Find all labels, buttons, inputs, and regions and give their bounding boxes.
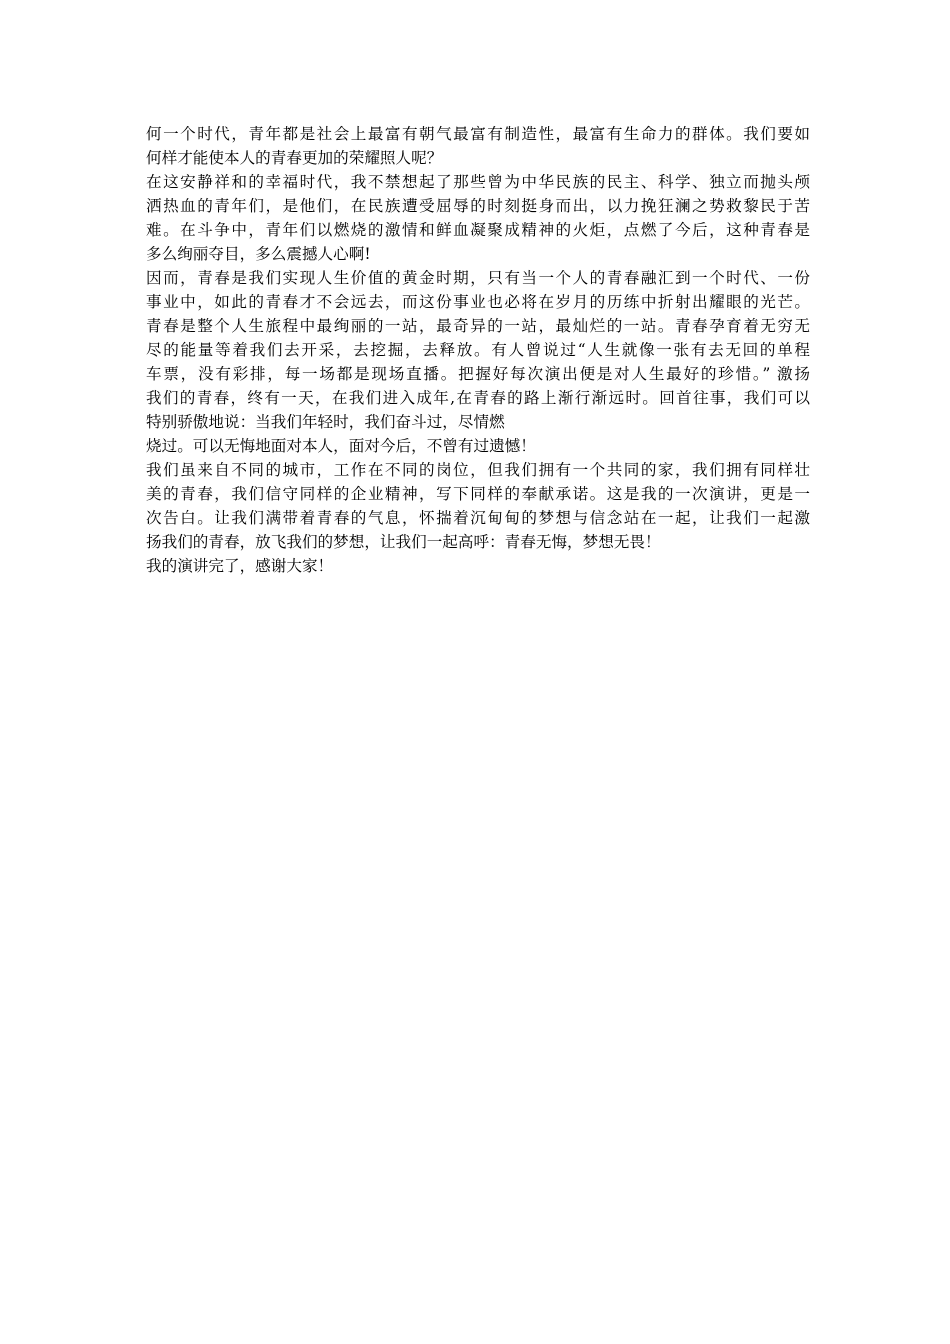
text-line: 多么绚丽夺目，多么震撼人心啊!: [146, 245, 371, 263]
text-line: 我们虽来自不同的城市，工作在不同的岗位，但我们拥有一个共同的家，我们拥有同样壮: [146, 461, 810, 479]
text-line: 烧过。可以无悔地面对本人，面对今后，不曾有过遗憾！: [146, 437, 536, 455]
text-line: 我们的青春，终有一天，在我们进入成年,在青春的路上渐行渐远时。回首往事，我们可以: [146, 389, 810, 407]
text-line: 何一个时代，青年都是社会上最富有朝气最富有制造性，最富有生命力的群体。我们要如: [146, 125, 810, 143]
text-line: 次告白。让我们满带着青春的气息，怀揣着沉甸甸的梦想与信念站在一起，让我们一起激: [146, 509, 810, 527]
text-line: 因而，青春是我们实现人生价值的黄金时期，只有当一个人的青春融汇到一个时代、一份: [146, 269, 810, 287]
text-line: 美的青春，我们信守同样的企业精神，写下同样的奉献承诺。这是我的一次演讲，更是一: [146, 485, 810, 503]
text-line: 何样才能使本人的青春更加的荣耀照人呢？: [146, 149, 443, 167]
text-line: 车票，没有彩排，每一场都是现场直播。把握好每次演出便是对人生最好的珍惜。” 激扬: [146, 365, 810, 383]
text-line: 特别骄傲地说：当我们年轻时，我们奋斗过，尽情燃: [146, 413, 505, 431]
text-line: 扬我们的青春，放飞我们的梦想，让我们一起高呼：青春无悔，梦想无畏！: [146, 533, 661, 551]
text-line: 在这安静祥和的幸福时代，我不禁想起了那些曾为中华民族的民主、科学、独立而抛头颅: [146, 173, 810, 191]
text-line: 青春是整个人生旅程中最绚丽的一站，最奇异的一站，最灿烂的一站。青春孕育着无穷无: [146, 317, 810, 335]
text-line: 难。在斗争中，青年们以燃烧的激情和鲜血凝聚成精神的火炬，点燃了今后，这种青春是: [146, 221, 810, 239]
text-line: 尽的能量等着我们去开采，去挖掘，去释放。有人曾说过“人生就像一张有去无回的单程: [146, 341, 810, 359]
text-line: 事业中，如此的青春才不会远去，而这份事业也必将在岁月的历练中折射出耀眼的光芒。: [146, 293, 810, 311]
text-line: 洒热血的青年们，是他们，在民族遭受屈辱的时刻挺身而出，以力挽狂澜之势救黎民于苦: [146, 197, 810, 215]
speech-text: [146, 122, 810, 578]
text-line: 我的演讲完了，感谢大家！: [146, 557, 334, 575]
